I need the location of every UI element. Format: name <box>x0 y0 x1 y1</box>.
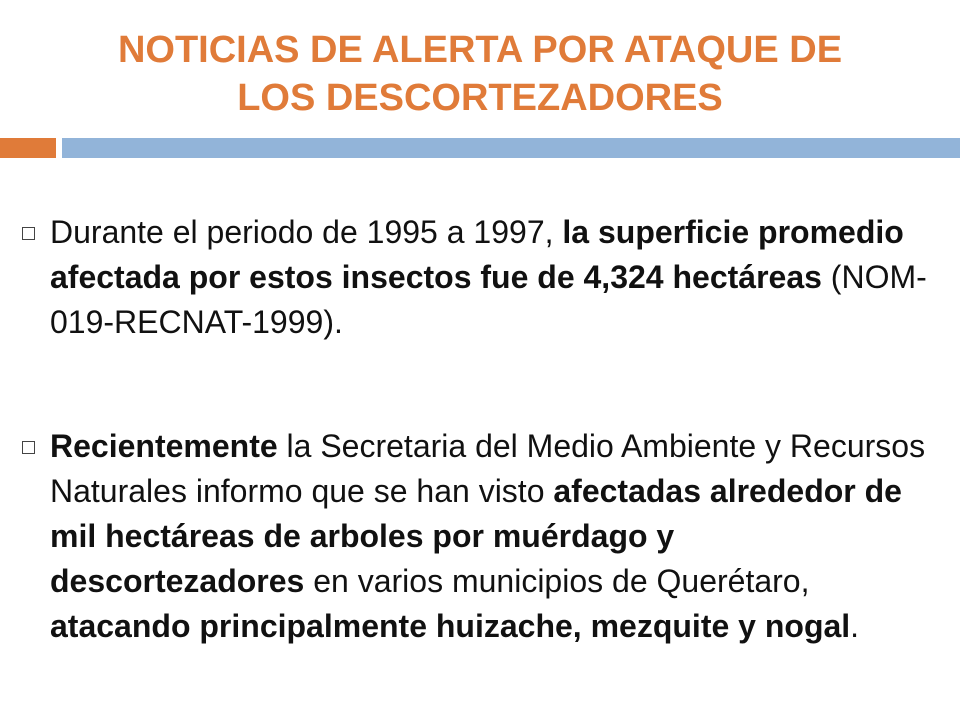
bullet-2-segment-4: en varios municipios de Querétaro, <box>304 563 810 599</box>
bullet-text-2 <box>50 424 932 649</box>
bullet-text-1 <box>50 210 932 345</box>
bullet-2-segment-3: afectadas alrededor de mil hectáreas de arboles por muérdago y descortezadores <box>50 473 902 599</box>
bullet-2-segment-6: . <box>850 608 860 644</box>
bullet-item-1 <box>22 210 932 345</box>
hollow-square-icon <box>22 441 35 454</box>
accent-bar-right <box>62 138 960 158</box>
slide-title <box>40 26 920 122</box>
bullet-1-segment-2: la superficie promedio afectada por estos insectos fue de 4,324 hectáreas <box>50 214 904 295</box>
bullet-1-segment-1: Durante el periodo de 1995 a 1997, <box>50 214 563 250</box>
bullet-2-segment-5: atacando principalmente huizache, mezquite y nogal <box>50 608 851 644</box>
bullet-2-segment-1: Recientemente <box>50 428 278 464</box>
accent-bar-left <box>0 138 56 158</box>
hollow-square-icon <box>22 227 35 240</box>
bullet-1-segment-3: (NOM-019-RECNAT-1999). <box>50 259 927 340</box>
slide-title-line-1: NOTICIAS DE ALERTA POR ATAQUE DE <box>117 29 843 71</box>
slide-title-line-2: LOS DESCORTEZADORES <box>237 77 723 119</box>
bullet-2-segment-2: la Secretaria del Medio Ambiente y Recursos Naturales informo que se han visto <box>50 428 926 509</box>
bullet-item-2 <box>22 424 932 649</box>
